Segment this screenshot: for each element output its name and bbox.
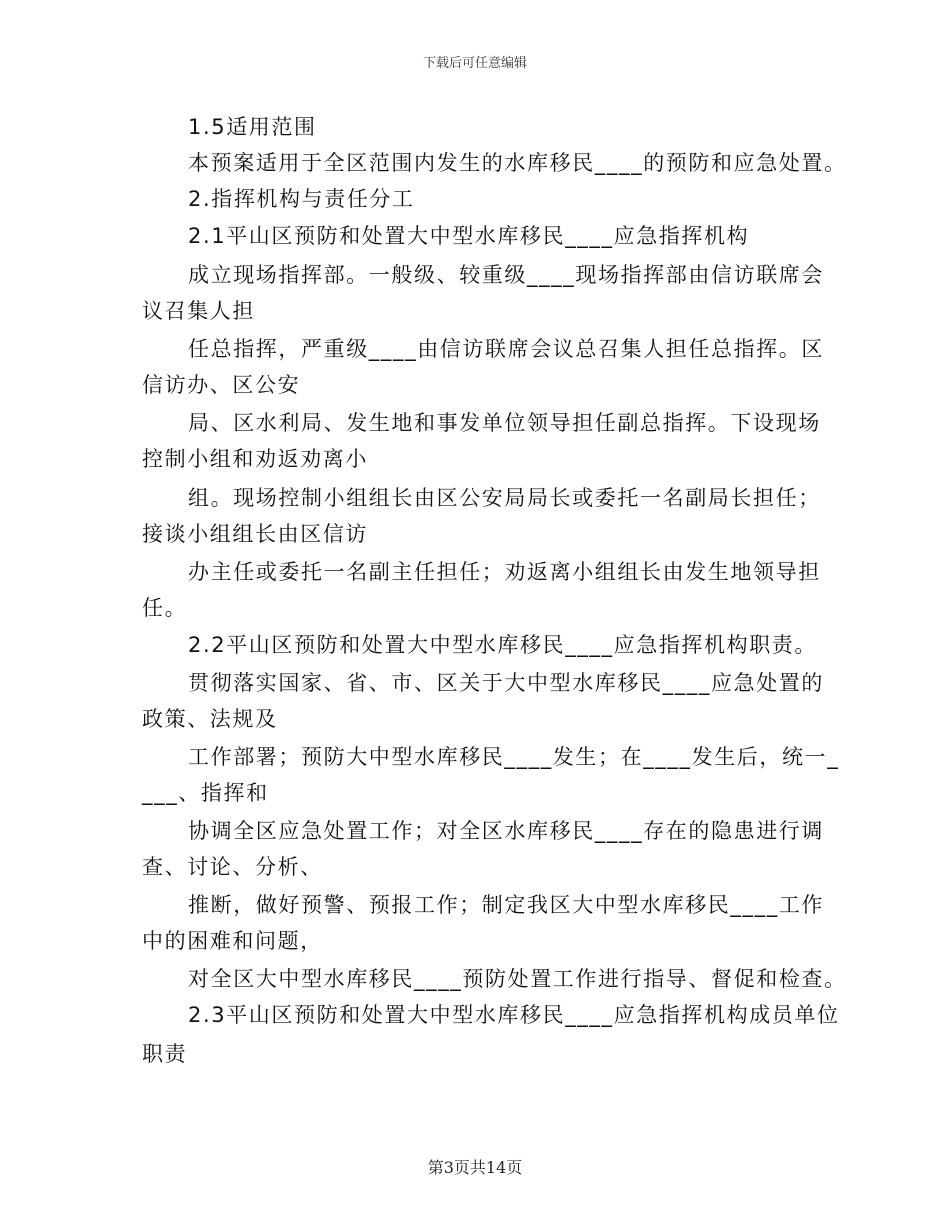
paragraph-line: 控制小组和劝返劝离小	[142, 447, 368, 471]
paragraph-line: 本预案适用于全区范围内发生的水库移民____的预防和应急处置。	[188, 151, 847, 175]
paragraph-line: 中的困难和问题，	[142, 929, 323, 953]
section-heading-1-5: 1.5适用范围	[188, 115, 317, 139]
section-heading-2-3: 2.3平山区预防和处置大中型水库移民____应急指挥机构成员单位	[188, 1003, 840, 1027]
paragraph-line: 信访办、区公安	[142, 373, 301, 397]
paragraph-line: 接谈小组组长由区信访	[142, 522, 368, 546]
section-heading-2-1: 2.1平山区预防和处置大中型水库移民____应急指挥机构	[188, 224, 750, 248]
paragraph-line: 议召集人担	[142, 299, 255, 323]
paragraph-line: 推断，做好预警、预报工作；制定我区大中型水库移民____工作	[188, 893, 824, 917]
paragraph-line: 对全区大中型水库移民____预防处置工作进行指导、督促和检查。	[188, 967, 847, 991]
paragraph-line: 任总指挥，严重级____由信访联席会议总召集人担任总指挥。区	[188, 337, 824, 361]
paragraph-line: 协调全区应急处置工作；对全区水库移民____存在的隐患进行调	[188, 819, 824, 843]
paragraph-line: 职责	[142, 1042, 188, 1066]
section-heading-2: 2.指挥机构与责任分工	[188, 187, 415, 211]
paragraph-line: 查、讨论、分析、	[142, 855, 323, 879]
paragraph-line: 组。现场控制小组组长由区公安局局长或委托一名副局长担任；	[188, 486, 821, 510]
page-header: 下载后可任意编辑	[422, 56, 527, 71]
section-heading-2-2: 2.2平山区预防和处置大中型水库移民____应急指挥机构职责。	[188, 633, 817, 657]
paragraph-line: 政策、法规及	[142, 707, 278, 731]
paragraph-line: ___、指挥和	[142, 781, 269, 805]
paragraph-line: 贯彻落实国家、省、市、区关于大中型水库移民____应急处置的	[188, 671, 824, 695]
paragraph-line: 工作部署；预防大中型水库移民____发生；在____发生后，统一_	[188, 745, 840, 769]
paragraph-line: 办主任或委托一名副主任担任；劝返离小组组长由发生地领导担	[188, 560, 821, 584]
paragraph-line: 成立现场指挥部。一般级、较重级____现场指挥部由信访联席会	[188, 263, 824, 287]
paragraph-line: 任。	[142, 596, 188, 620]
paragraph-line: 局、区水利局、发生地和事发单位领导担任副总指挥。下设现场	[188, 411, 821, 435]
page-footer: 第3页共14页	[427, 1158, 523, 1177]
